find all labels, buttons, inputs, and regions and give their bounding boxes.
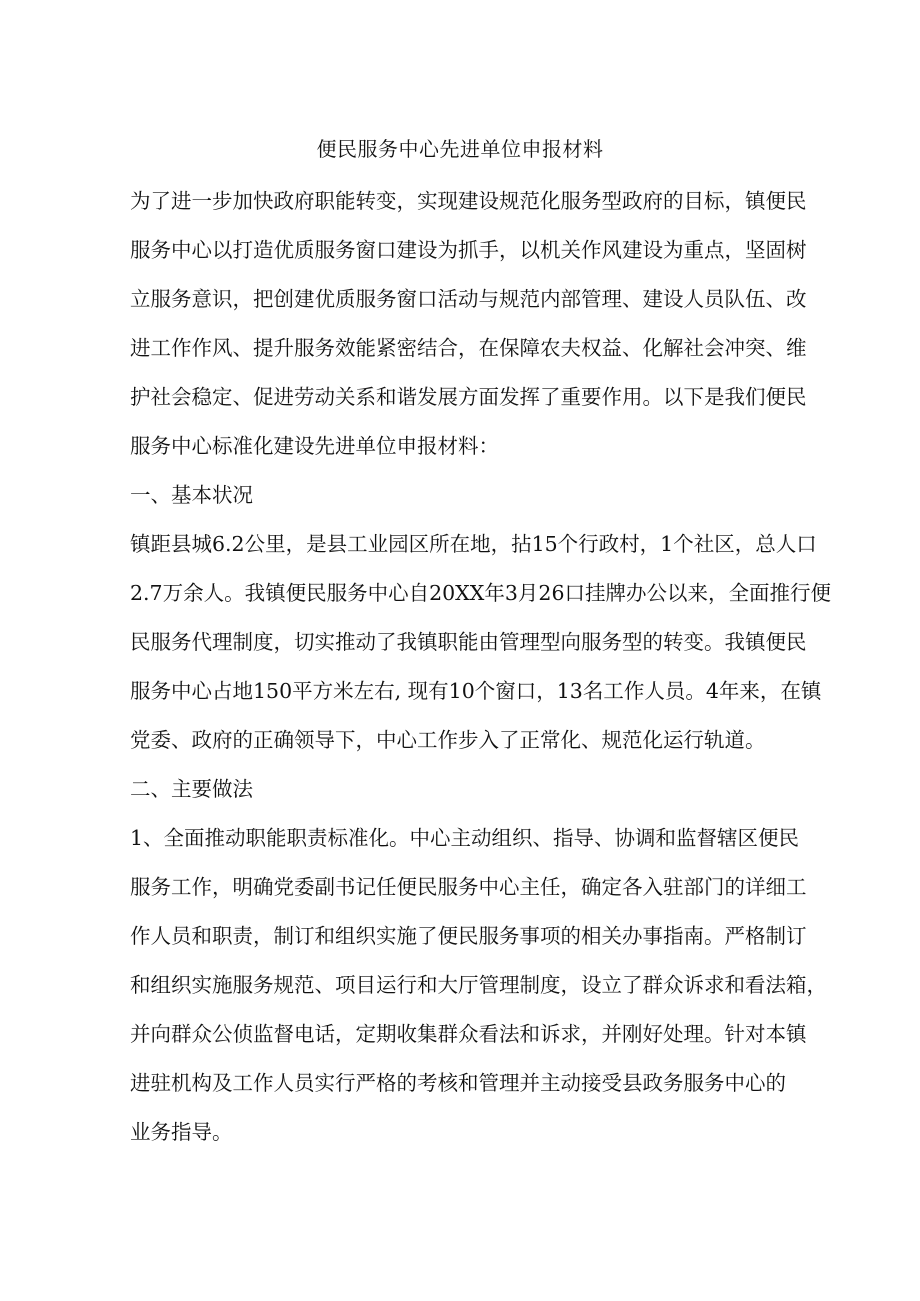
text-line: 服务中心以打造优质服务窗口建设为抓手，以机关作风建设为重点，坚固树: [130, 238, 807, 262]
text-line: 并向群众公侦监督电话，定期收集群众看法和诉求，并刚好处理。针对本镇: [130, 1022, 807, 1046]
text-line: 镇距县城6.2公里，是县工业园区所在地，拈15个行政村，1个社区，总人口: [130, 532, 817, 556]
text-line: 作人员和职责，制订和组织实施了便民服务事项的相关办事指南。严格制订: [130, 924, 807, 948]
document-body: [130, 177, 832, 1157]
paragraph-basic-status: [130, 520, 832, 765]
text-line: 2.7万余人。我镇便民服务中心自20XX年3月26口挂牌办公以来，全面推行便: [130, 581, 832, 605]
text-line: 1、全面推动职能职责标准化。中心主动组织、指导、协调和监督辖区便民: [130, 826, 800, 850]
section-heading-basic-status: 一、基本状况: [130, 483, 253, 507]
text-line: 护社会稳定、促进劳动关系和谐发展方面发挥了重要作用。以下是我们便民: [130, 385, 807, 409]
text-line: 进工作作风、提升服务效能紧密结合，在保障农夫权益、化解社会冲突、维: [130, 336, 807, 360]
text-line: 服务中心标准化建设先进单位申报材料：: [130, 434, 499, 458]
text-line: 和组织实施服务规范、项目运行和大厅管理制度，设立了群众诉求和看法箱，: [130, 973, 827, 997]
text-line: 业务指导。: [130, 1120, 233, 1144]
text-line: 立服务意识，把创建优质服务窗口活动与规范内部管理、建设人员队伍、改: [130, 287, 807, 311]
document-title: 便民服务中心先进单位申报材料: [316, 137, 604, 161]
paragraph-intro: [130, 177, 807, 471]
text-line: 党委、政府的正确领导下，中心工作步入了正常化、规范化运行轨道。: [130, 728, 766, 752]
section-heading-main-practices: 二、主要做法: [130, 777, 253, 801]
text-line: 进驻机构及工作人员实行严格的考核和管理并主动接受县政务服务中心的: [130, 1071, 786, 1095]
text-line: 民服务代理制度，切实推动了我镇职能由管理型向服务型的转变。我镇便民: [130, 630, 807, 654]
paragraph-main-practices: [130, 814, 827, 1157]
text-line: 服务工作，明确党委副书记任便民服务中心主任，确定各入驻部门的详细工: [130, 875, 807, 899]
text-line: 为了进一步加快政府职能转变，实现建设规范化服务型政府的目标，镇便民: [130, 189, 807, 213]
text-line: 服务中心占地150平方米左右, 现有10个窗口，13名工作人员。4年来，在镇: [130, 679, 822, 703]
